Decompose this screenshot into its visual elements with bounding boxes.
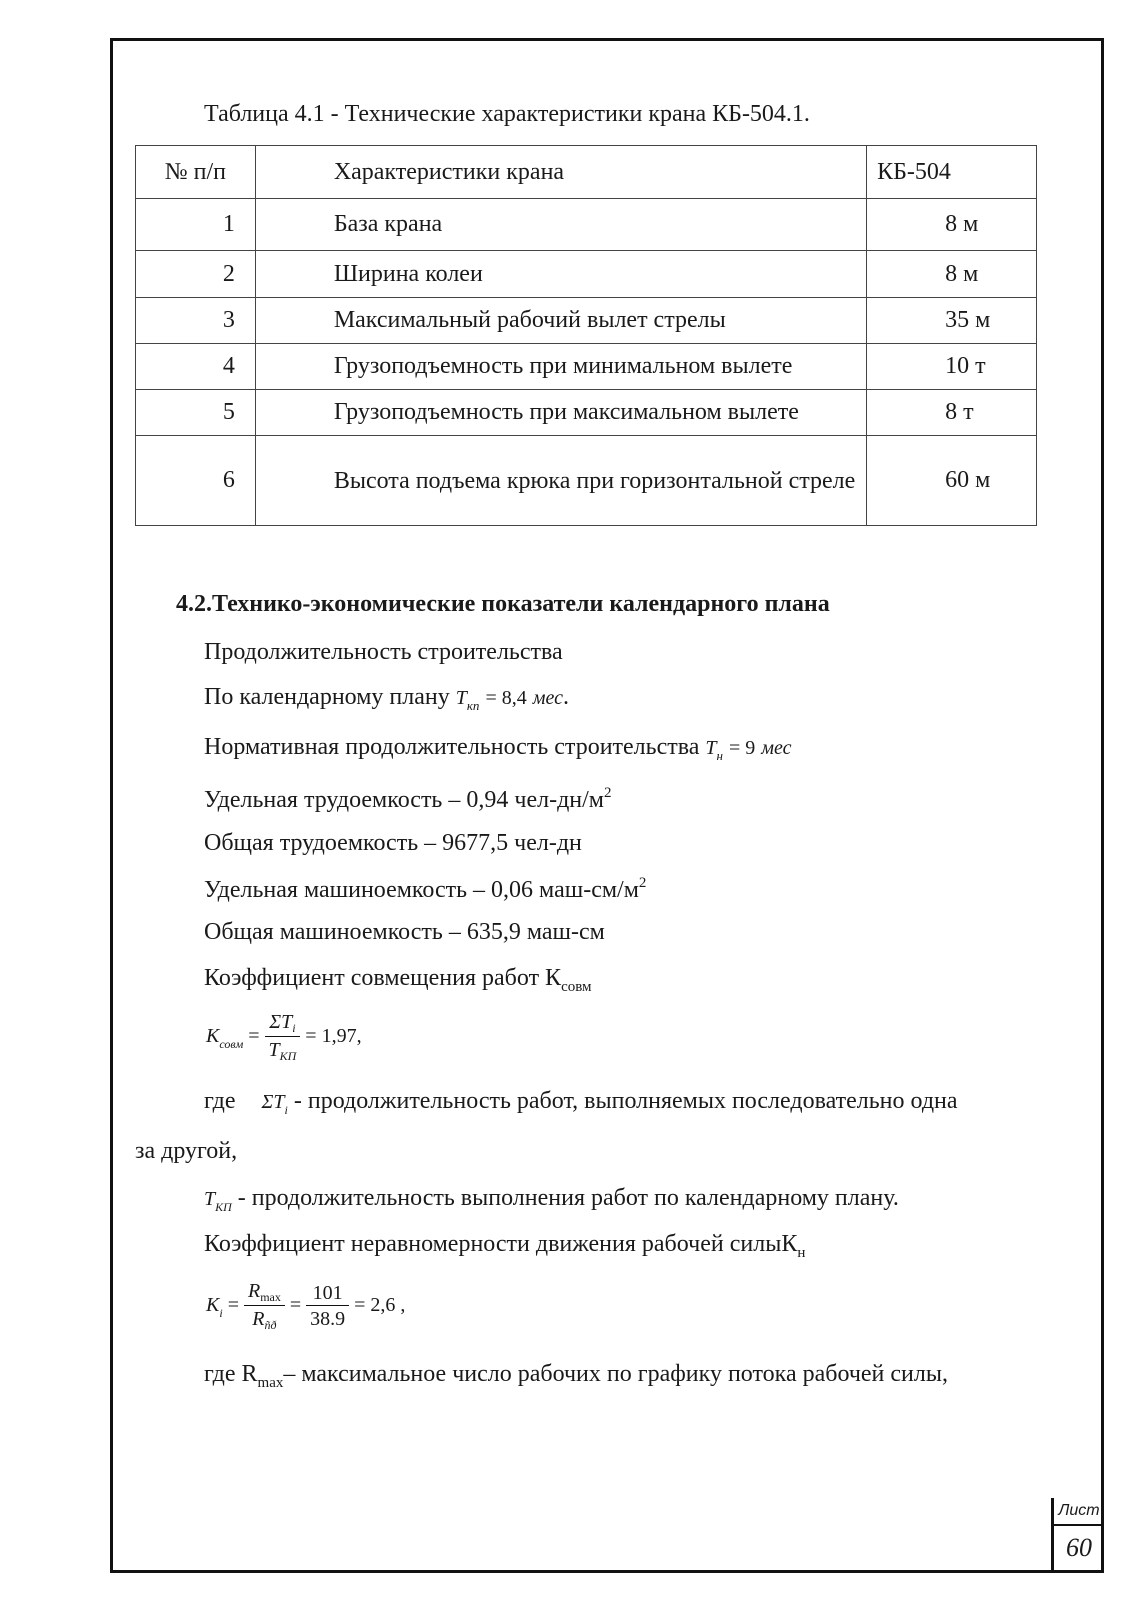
combo-title-sub: совм — [561, 979, 592, 995]
row-number: 3 — [136, 298, 256, 344]
table-row — [136, 436, 1037, 526]
row-number: 5 — [136, 390, 256, 436]
table-row — [136, 344, 1037, 390]
where2-line — [204, 1184, 899, 1215]
calendar-end: . — [562, 684, 569, 710]
table-row — [136, 390, 1037, 436]
uneven-lhs-sub: i — [219, 1306, 223, 1320]
uneven-fraction-1 — [244, 1279, 285, 1334]
calendar-prefix: По календарному плану — [204, 684, 450, 710]
combo-fraction — [265, 1010, 301, 1065]
uneven-equals-1: = — [227, 1294, 239, 1316]
combo-title — [204, 964, 592, 995]
table-header-row — [136, 146, 1037, 199]
combo-title-text: Коэффициент совмещения работ К — [204, 965, 562, 991]
uneven-fraction-2 — [306, 1281, 349, 1332]
row-name-text: Высота подъема крюка при горизонтальной стреле — [333, 467, 856, 494]
specific-labor-text: Удельная трудоемкость – 0,94 чел-дн/м — [204, 787, 604, 813]
uneven-num-sub: max — [260, 1289, 281, 1304]
table-row — [136, 251, 1037, 298]
row-name: База крана — [255, 199, 866, 251]
specific-machine-text: Удельная машиноемкость – 0,06 маш-см/м — [204, 877, 639, 903]
row-name: Грузоподъемность при максимальном вылете — [255, 390, 866, 436]
row-name: Максимальный рабочий вылет стрелы — [255, 298, 866, 344]
uneven-den-sub: ñð — [264, 1317, 277, 1332]
uneven-num-symbol: R — [247, 1279, 261, 1302]
calendar-line — [204, 683, 569, 714]
uneven-den-symbol: R — [252, 1307, 265, 1330]
combo-formula — [206, 1010, 362, 1065]
header-number: № п/п — [136, 146, 256, 199]
header-model: КБ-504 — [867, 146, 1037, 199]
uneven-denominator-1 — [244, 1306, 285, 1334]
row-value: 8 м — [867, 251, 1037, 298]
where1-text: - продолжительность работ, выполняемых последовательно одна — [293, 1088, 958, 1114]
uneven-title-text: Коэффициент неравномерности движения рабочей силыК — [204, 1231, 798, 1257]
calendar-equals: = 8,4 — [485, 687, 527, 709]
row-value: 8 м — [867, 199, 1037, 251]
sheet-number: 60 — [1066, 1533, 1092, 1562]
uneven-title — [204, 1230, 805, 1261]
last-line — [204, 1360, 948, 1391]
combo-lhs-sub: совм — [219, 1037, 244, 1052]
table-row — [136, 298, 1037, 344]
calendar-symbol-sub: кп — [466, 698, 480, 713]
total-machine: Общая машиноемкость – 635,9 маш-см — [204, 919, 605, 945]
row-number: 6 — [136, 436, 256, 526]
row-value: 10 т — [867, 344, 1037, 390]
where2-symbol-sub: КП — [215, 1200, 232, 1214]
where2-symbol: T — [204, 1188, 216, 1210]
uneven-result: = 2,6 , — [354, 1294, 406, 1316]
normative-line — [204, 733, 792, 764]
row-value: 35 м — [867, 298, 1037, 344]
combo-result: = 1,97, — [305, 1025, 362, 1048]
combo-num-sub: i — [292, 1021, 296, 1035]
row-name: Грузоподъемность при минимальном вылете — [255, 344, 866, 390]
row-number: 1 — [136, 199, 256, 251]
specific-machine — [204, 876, 646, 907]
where1-cont: за другой, — [135, 1138, 238, 1164]
combo-denominator — [265, 1037, 301, 1065]
uneven-numerator-1 — [244, 1279, 285, 1306]
last-line-text: – максимальное число рабочих по графику потока рабочей силы, — [283, 1361, 948, 1387]
where2-text: - продолжительность выполнения работ по календарному плану. — [237, 1185, 899, 1211]
crane-spec-table — [135, 145, 1037, 526]
sheet-stamp — [1051, 1498, 1104, 1573]
combo-den-sub: КП — [279, 1049, 297, 1063]
where1-prefix: где — [204, 1088, 236, 1114]
combo-numerator — [265, 1010, 301, 1037]
row-number: 2 — [136, 251, 256, 298]
uneven-formula — [206, 1275, 405, 1337]
uneven-equals-2: = — [289, 1294, 302, 1316]
combo-equals: = — [248, 1025, 260, 1048]
specific-labor-sup: 2 — [603, 785, 612, 801]
uneven-title-sub: н — [797, 1245, 806, 1261]
row-value: 60 м — [867, 436, 1037, 526]
normative-equals: = 9 — [729, 737, 756, 759]
normative-unit: мес — [761, 737, 792, 759]
table-caption: Таблица 4.1 - Технические характеристики крана КБ-504.1. — [204, 101, 810, 127]
table-row — [136, 199, 1037, 251]
last-line-sub: max — [257, 1375, 284, 1391]
specific-labor — [204, 786, 611, 817]
uneven-numerator-2: 101 — [306, 1281, 349, 1306]
combo-num-symbol: ΣT — [269, 1011, 293, 1033]
row-name: Ширина колеи — [255, 251, 866, 298]
normative-prefix: Нормативная продолжительность строительства — [204, 734, 700, 760]
uneven-denominator-2: 38.9 — [310, 1307, 346, 1330]
header-characteristic: Характеристики крана — [255, 146, 866, 199]
where1-symbol-sub: i — [284, 1103, 288, 1117]
combo-lhs: K — [206, 1025, 220, 1048]
section-heading: 4.2.Технико-экономические показатели календарного плана — [176, 591, 830, 617]
row-number: 4 — [136, 344, 256, 390]
duration-title: Продолжительность строительства — [204, 639, 563, 665]
where1-line — [204, 1087, 1044, 1118]
normative-symbol-sub: н — [716, 748, 723, 763]
calendar-unit: мес — [532, 687, 563, 709]
total-labor: Общая трудоемкость – 9677,5 чел-дн — [204, 830, 582, 856]
where1-symbol: ΣT — [261, 1091, 285, 1113]
specific-machine-sup: 2 — [638, 875, 647, 891]
combo-den-symbol: T — [268, 1039, 280, 1061]
uneven-lhs: K — [206, 1294, 220, 1316]
row-value: 8 т — [867, 390, 1037, 436]
sheet-label: Лист — [1054, 1498, 1104, 1526]
normative-symbol: T — [705, 737, 717, 759]
last-line-prefix: где R — [204, 1361, 258, 1387]
calendar-symbol: T — [455, 687, 467, 709]
row-name — [255, 436, 866, 526]
